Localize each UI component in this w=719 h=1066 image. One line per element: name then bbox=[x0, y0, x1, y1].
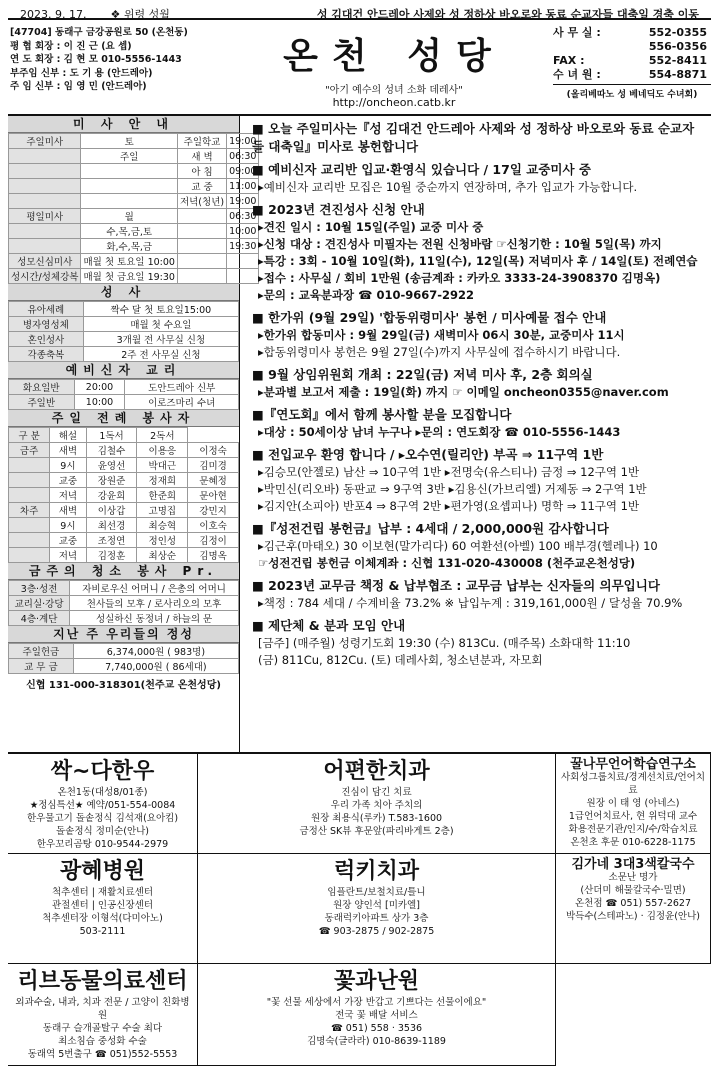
ad-name: 어편한치과 bbox=[323, 759, 430, 784]
servers-cell: 저녁 bbox=[50, 488, 86, 503]
ad-line: 관절센터 | 인공신장센터 bbox=[51, 900, 153, 911]
mass-cell: 화,수,목,금 bbox=[81, 239, 178, 254]
ad-box bbox=[8, 854, 198, 964]
mass-cell: 19:00 bbox=[227, 134, 259, 149]
ad-box bbox=[556, 754, 711, 854]
servers-cell: 조정연 bbox=[86, 533, 137, 548]
servers-row bbox=[9, 533, 239, 548]
servers-cell: 교중 bbox=[50, 473, 86, 488]
catechumen-row bbox=[9, 395, 239, 410]
notice-line: ▸예비신자 교리반 모집은 10월 중순까지 연장하며, 추가 입교가 가능합니다. bbox=[258, 180, 638, 194]
servers-cell: 2독서 bbox=[137, 428, 188, 443]
ad-box bbox=[8, 964, 198, 1066]
notice-line: ▸김지안(소피아) 반포4 ⇒ 8구역 2반 ▸편가영(요셉피나) 명학 ⇒ 11구역 1반 bbox=[258, 499, 640, 513]
ad-line: 동래구 슬개골탈구 수술 최다 bbox=[42, 1023, 163, 1034]
mass-cell: 새 벽 bbox=[177, 149, 226, 164]
notice-line: ▸책정 : 784 세대 / 수계비율 73.2% ※ 납입누계 : 319,161,000원 / 달성율 70.9% bbox=[258, 596, 683, 610]
contact-value: 552-0355 bbox=[648, 26, 707, 39]
mass-cell: 월 bbox=[81, 209, 178, 224]
ad-line: 최소침습 중성화 수술 bbox=[58, 1036, 147, 1047]
ad-line: 박득수(스테파노) · 김정윤(안나) bbox=[565, 911, 700, 922]
sacrament-cell: 매월 첫 수요일 bbox=[83, 317, 238, 332]
notice-line: ☞성전건립 봉헌금 이체계좌 : 신협 131-020-430008 (천주교온천성당) bbox=[258, 556, 636, 570]
ad-line: 전국 꽃 배달 서비스 bbox=[335, 1010, 418, 1021]
servers-cell: 윤영선 bbox=[86, 458, 137, 473]
servers-cell: 새벽 bbox=[50, 503, 86, 518]
mass-row bbox=[9, 194, 259, 209]
mass-cell bbox=[9, 149, 81, 164]
notice-heading: ■ 전입교우 환영 합니다 / ▸오수연(릴리안) 부곡 ⇒ 11구역 1반 bbox=[252, 447, 604, 462]
mass-cell: 토 bbox=[81, 134, 178, 149]
sacrament-cell: 혼인성사 bbox=[9, 332, 84, 347]
feast-title: 성 김대건 안드레아 사제와 성 정하상 바오로와 동료 순교자들 대축일 경축 이동 bbox=[316, 8, 699, 21]
notice bbox=[252, 201, 705, 304]
notice-line: ▸특강 : 3회 - 10월 10일(화), 11일(수), 12일(목) 저녁미사 후 / 14일(토) 전례연습 bbox=[258, 254, 698, 268]
mass-cell bbox=[177, 224, 226, 239]
liturgical-season: ❖ 위령 성월 bbox=[110, 8, 170, 21]
cleaning-cell: 교리실·강당 bbox=[9, 596, 70, 611]
mass-cell bbox=[81, 179, 178, 194]
ad-name: 싹~다한우 bbox=[50, 759, 155, 784]
mass-cell bbox=[9, 179, 81, 194]
mass-cell bbox=[9, 239, 81, 254]
ad-line: 우리 가족 치아 주치의 bbox=[330, 800, 423, 811]
sisters-name: (올리베따노 성 베네딕도 수녀회) bbox=[553, 84, 711, 100]
servers-cell bbox=[9, 518, 50, 533]
notice-heading: ■『성전건립 봉헌금』납부 : 4세대 / 2,000,000원 감사합니다 bbox=[252, 521, 609, 536]
servers-cell: 박대근 bbox=[137, 458, 188, 473]
notice bbox=[252, 309, 705, 361]
ad-line: 원장 양인석 [미카엘] bbox=[333, 900, 420, 911]
ad-line: 503-2111 bbox=[79, 926, 126, 937]
parish-info-line: 연 도 회장 : 김 현 모 010-5556-1443 bbox=[10, 54, 182, 65]
servers-table bbox=[8, 427, 239, 563]
servers-cell: 한준희 bbox=[137, 488, 188, 503]
parish-motto: "아기 예수의 성녀 소화 데레사" bbox=[325, 85, 463, 96]
contact-row bbox=[553, 68, 711, 82]
mass-cell: 평일미사 bbox=[9, 209, 81, 224]
catechumen-heading: 예비신자 교리 bbox=[8, 362, 239, 379]
servers-cell: 이상갑 bbox=[86, 503, 137, 518]
offering-heading: 지난 주 우리들의 정성 bbox=[8, 626, 239, 643]
notice-line: ▸대상 : 50세이상 남녀 누구나 ▸문의 : 연도회장 ☎ 010-5556-1443 bbox=[258, 425, 621, 439]
mass-row bbox=[9, 239, 259, 254]
ad-name: 광혜병원 bbox=[59, 859, 145, 884]
notice bbox=[252, 617, 705, 669]
parish-name: 온천 성당 bbox=[283, 36, 505, 77]
mass-cell: 매월 첫 토요일 10:00 bbox=[81, 254, 178, 269]
contact-value: 552-8411 bbox=[648, 54, 707, 67]
servers-cell: 김미경 bbox=[188, 458, 239, 473]
sacrament-cell: 병자영성체 bbox=[9, 317, 84, 332]
notice bbox=[252, 406, 705, 441]
contact-info bbox=[553, 24, 711, 114]
mass-schedule-table bbox=[8, 133, 259, 284]
mass-cell: 11:00 bbox=[227, 179, 259, 194]
servers-cell: 문아현 bbox=[188, 488, 239, 503]
servers-cell: 새벽 bbox=[50, 443, 86, 458]
catechumen-row bbox=[9, 380, 239, 395]
servers-cell: 구 분 bbox=[9, 428, 50, 443]
servers-heading: 주일 전례 봉사자 bbox=[8, 410, 239, 427]
notice-line: ▸신청 대상 : 견진성사 미필자는 전원 신청바람 ☞신청기한 : 10월 5일(목) 까지 bbox=[258, 237, 662, 251]
mass-cell bbox=[81, 164, 178, 179]
catechumen-cell: 20:00 bbox=[74, 380, 125, 395]
mass-cell: 19:30 bbox=[227, 239, 259, 254]
ad-line: 금정산 SK뷰 후문앞(파리바게트 2층) bbox=[299, 826, 454, 837]
ad-name: 럭키치과 bbox=[333, 859, 419, 884]
ad-line: 화용전문기관/인지/수/학습치료 bbox=[568, 824, 698, 835]
sacrament-cell: 유아세례 bbox=[9, 302, 84, 317]
contact-label: 수 녀 원 : bbox=[553, 68, 601, 81]
ad-line: "꽃 선물 세상에서 가장 반갑고 기쁘다는 선물이에요" bbox=[266, 997, 487, 1008]
notice-heading: ■ 2023년 견진성사 신청 안내 bbox=[252, 202, 425, 217]
ad-line: ☎ 051) 558 · 3536 bbox=[330, 1023, 423, 1034]
servers-cell: 정재희 bbox=[137, 473, 188, 488]
ad-line: 진심이 담긴 치료 bbox=[341, 787, 412, 798]
ad-line: (산더미 해물칼국수·밀면) bbox=[580, 885, 686, 896]
servers-cell: 1독서 bbox=[86, 428, 137, 443]
servers-cell bbox=[9, 473, 50, 488]
ad-line: 원장 최용식(루카) T.583-1600 bbox=[310, 813, 443, 824]
catechumen-cell: 주일반 bbox=[9, 395, 75, 410]
cleaning-cell: 자비로우신 어머니 / 은총의 어머니 bbox=[70, 581, 239, 596]
offering-table bbox=[8, 643, 239, 674]
notice-heading: ■ 2023년 교무금 책정 & 납부협조 : 교무금 납부는 신자들의 의무입니다 bbox=[252, 578, 660, 593]
servers-cell bbox=[9, 548, 50, 563]
sacrament-cell: 각종축복 bbox=[9, 347, 84, 362]
ad-line: 소문난 명가 bbox=[608, 872, 658, 883]
offering-row bbox=[9, 659, 239, 674]
ad-line: 한우물고기 돌솥정식 김석재(요아킴) bbox=[26, 813, 179, 824]
cleaning-cell: 4층·계단 bbox=[9, 611, 70, 626]
servers-cell: 강윤희 bbox=[86, 488, 137, 503]
parish-url[interactable]: http://oncheon.catb.kr bbox=[332, 96, 456, 109]
notice-line: ▸견진 일시 : 10월 15일(주일) 교중 미사 중 bbox=[258, 220, 484, 234]
servers-cell: 고명집 bbox=[137, 503, 188, 518]
mass-cell bbox=[177, 239, 226, 254]
ad-line: ★정심특선★ 예약/051-554-0084 bbox=[29, 800, 176, 811]
notice-line: ▸분과별 보고서 제출 : 19일(화) 까지 ☞ 이메일 oncheon0355@naver.com bbox=[258, 385, 669, 399]
notice-line: [금주] (매주월) 성령기도회 19:30 (수) 813Cu. (매주목) 소화대학 11:10 bbox=[258, 636, 631, 650]
ad-line: 사회성그룹치료/경계선치료/언어치료 bbox=[560, 772, 706, 796]
mass-cell bbox=[177, 269, 226, 284]
mass-cell bbox=[81, 194, 178, 209]
notice bbox=[252, 446, 705, 515]
servers-row bbox=[9, 503, 239, 518]
notice-heading: ■ 오늘 주일미사는『성 김대건 안드레아 사제와 성 정하상 바오로와 동료 순교자들 대축일』미사로 봉헌합니다 bbox=[252, 121, 695, 154]
ad-line: 온천1동(대성8/01종) bbox=[57, 787, 148, 798]
servers-cell: 김철수 bbox=[86, 443, 137, 458]
mass-cell: 06:30 bbox=[227, 149, 259, 164]
parish-title bbox=[235, 28, 553, 79]
servers-row bbox=[9, 458, 239, 473]
mass-cell: 아 침 bbox=[177, 164, 226, 179]
ad-name: 꽃과난원 bbox=[333, 969, 419, 994]
servers-cell: 강민지 bbox=[188, 503, 239, 518]
servers-cell bbox=[9, 488, 50, 503]
contact-value: 556-0356 bbox=[648, 40, 707, 53]
servers-cell: 김정이 bbox=[188, 533, 239, 548]
notice-line: ▸김승모(안젤로) 남산 ⇒ 10구역 1반 ▸전명숙(유스티나) 금정 ⇒ 12구역 1반 bbox=[258, 465, 640, 479]
offering-row bbox=[9, 644, 239, 659]
mass-row bbox=[9, 179, 259, 194]
ad-line: 동래역 5번출구 ☎ 051)552-5553 bbox=[27, 1049, 178, 1060]
notice-heading: ■ 한가위 (9월 29일) '합동위령미사' 봉헌 / 미사예물 접수 안내 bbox=[252, 310, 607, 325]
cleaning-heading: 금주의 청소 봉사 Pr. bbox=[8, 563, 239, 580]
mass-cell: 성모신심미사 bbox=[9, 254, 81, 269]
servers-cell: 장원준 bbox=[86, 473, 137, 488]
mass-schedule-heading: 미 사 안 내 bbox=[8, 116, 239, 133]
notice-heading: ■ 예비신자 교리반 입교·환영식 있습니다 / 17일 교중미사 중 bbox=[252, 162, 591, 177]
ad-line: 척추센터장 이형석(다미아노) bbox=[42, 913, 163, 924]
parish-info bbox=[8, 24, 235, 114]
ad-box bbox=[556, 854, 711, 964]
notice-line: ▸박민신(리오바) 동판교 ⇒ 9구역 3반 ▸김용신(가브리엘) 거제동 ⇒ 2구역 1반 bbox=[258, 482, 647, 496]
cleaning-cell: 3층·성전 bbox=[9, 581, 70, 596]
ad-line: 한우꼬리곰탕 010-9544-2979 bbox=[36, 839, 169, 850]
cleaning-cell: 천사들의 모후 / 로사리오의 모후 bbox=[70, 596, 239, 611]
notice bbox=[252, 120, 705, 156]
sacrament-row bbox=[9, 302, 239, 317]
ad-box bbox=[198, 964, 556, 1066]
mass-cell bbox=[177, 254, 226, 269]
servers-row bbox=[9, 548, 239, 563]
sacrament-cell: 3개월 전 사무실 신청 bbox=[83, 332, 238, 347]
ad-line: 척추센터 | 재활치료센터 bbox=[51, 887, 153, 898]
servers-cell: 9시 bbox=[50, 518, 86, 533]
servers-cell: 해설 bbox=[50, 428, 86, 443]
parish-info-line: 주 임 신부 : 임 영 민 (안드레아) bbox=[10, 81, 147, 92]
notice-line: (금) 811Cu, 812Cu. (토) 데레사회, 청소년분과, 자모회 bbox=[258, 653, 543, 667]
contact-row bbox=[553, 40, 711, 54]
mass-row bbox=[9, 254, 259, 269]
servers-cell: 최선경 bbox=[86, 518, 137, 533]
mass-cell bbox=[9, 194, 81, 209]
mass-cell: 주일미사 bbox=[9, 134, 81, 149]
sacrament-row bbox=[9, 332, 239, 347]
notice-line: ▸한가위 합동미사 : 9월 29일(금) 새벽미사 06시 30분, 교중미사 11시 bbox=[258, 328, 625, 342]
mass-cell: 19:00 bbox=[227, 194, 259, 209]
mass-cell bbox=[9, 164, 81, 179]
catechumen-cell: 도안드레아 신부 bbox=[125, 380, 239, 395]
sacrament-cell: 짝수 달 첫 토요일15:00 bbox=[83, 302, 238, 317]
notice-line: ▸김근후(마태오) 30 이보현(말가리다) 60 여환선(아벨) 100 배부경(헬레나) 10 bbox=[258, 539, 658, 553]
contact-row bbox=[553, 54, 711, 68]
ad-line: 온천초 후문 010-6228-1175 bbox=[570, 837, 696, 848]
contact-label: FAX : bbox=[553, 54, 585, 67]
sacrament-row bbox=[9, 317, 239, 332]
servers-cell: 저녁 bbox=[50, 548, 86, 563]
servers-cell: 이용응 bbox=[137, 443, 188, 458]
ad-name: 김가네 3대3색칼국수 bbox=[571, 857, 695, 872]
mass-cell: 성시간/성체강복 bbox=[9, 269, 81, 284]
servers-row bbox=[9, 488, 239, 503]
parish-info-line: 부주임 신부 : 도 기 용 (안드레아) bbox=[10, 67, 153, 79]
ad-name: 리브동물의료센터 bbox=[17, 969, 188, 994]
servers-cell: 최승혁 bbox=[137, 518, 188, 533]
cleaning-row bbox=[9, 581, 239, 596]
parish-header bbox=[8, 24, 711, 116]
mass-row bbox=[9, 134, 259, 149]
mass-cell: 10:00 bbox=[227, 224, 259, 239]
servers-cell: 이호숙 bbox=[188, 518, 239, 533]
notice bbox=[252, 161, 705, 196]
notice-heading: ■ 9월 상임위원회 개최 : 22일(금) 저녁 미사 후, 2층 회의실 bbox=[252, 367, 593, 382]
notice-line: ▸접수 : 사무실 / 회비 1만원 (송금계좌 : 카카오 3333-24-3908370 김명옥) bbox=[258, 271, 661, 285]
ad-line: 돌솥정식 정미순(안나) bbox=[55, 826, 150, 837]
notice-heading: ■『연도회』에서 함께 봉사할 분을 모집합니다 bbox=[252, 407, 512, 422]
bulletin-page bbox=[8, 6, 711, 1060]
catechumen-cell: 이로즈마리 수녀 bbox=[125, 395, 239, 410]
ad-box bbox=[198, 854, 556, 964]
notice bbox=[252, 577, 705, 612]
servers-row bbox=[9, 428, 239, 443]
left-column bbox=[8, 116, 257, 752]
bulletin-date: 2023. 9. 17. bbox=[20, 8, 87, 21]
servers-cell: 9시 bbox=[50, 458, 86, 473]
contact-value: 554-8871 bbox=[648, 68, 707, 81]
mass-cell bbox=[9, 224, 81, 239]
parish-info-line: [47704] 동래구 금강공원로 50 (온천동) bbox=[10, 27, 188, 38]
servers-cell: 최상순 bbox=[137, 548, 188, 563]
ad-box bbox=[198, 754, 556, 854]
mass-cell bbox=[177, 209, 226, 224]
notice-line: ▸문의 : 교육분과장 ☎ 010-9667-2922 bbox=[258, 288, 475, 302]
servers-cell bbox=[9, 458, 50, 473]
mass-row bbox=[9, 224, 259, 239]
ad-line: 김명숙(글라라) 010-8639-1189 bbox=[307, 1036, 446, 1047]
offering-cell: 7,740,000원 ( 86세대) bbox=[73, 659, 238, 674]
mass-cell: 주일학교 bbox=[177, 134, 226, 149]
mass-row bbox=[9, 269, 259, 284]
parish-info-line: 평 협 회장 : 이 진 근 (요 셉) bbox=[10, 40, 132, 52]
ad-line: 외과수술, 내과, 치과 전문 / 고양이 친화병원 bbox=[15, 997, 190, 1021]
mass-cell: 저녁(청년) bbox=[177, 194, 226, 209]
servers-row bbox=[9, 518, 239, 533]
offering-cell: 6,374,000원 ( 983명) bbox=[73, 644, 238, 659]
servers-cell: 차주 bbox=[9, 503, 50, 518]
cleaning-row bbox=[9, 596, 239, 611]
notice bbox=[252, 520, 705, 572]
mass-cell: 06:30 bbox=[227, 209, 259, 224]
ad-name: 꿀나무언어학습연구소 bbox=[570, 757, 696, 772]
ad-line: 동래럭키아파트 상가 3층 bbox=[324, 913, 429, 924]
sacrament-table bbox=[8, 301, 239, 362]
contact-row bbox=[553, 26, 711, 40]
servers-cell: 교중 bbox=[50, 533, 86, 548]
mass-cell: 매월 첫 금요일 19:30 bbox=[81, 269, 178, 284]
servers-cell: 금주 bbox=[9, 443, 50, 458]
contact-label: 사 무 실 : bbox=[553, 26, 601, 39]
ads-section bbox=[8, 754, 711, 1060]
mass-cell: 09:00 bbox=[227, 164, 259, 179]
ad-line: 온천점 ☎ 051) 557-2627 bbox=[575, 898, 691, 909]
mass-row bbox=[9, 164, 259, 179]
servers-cell bbox=[9, 533, 50, 548]
servers-cell: 문혜정 bbox=[188, 473, 239, 488]
ad-line: 임플란트/보철치료/틀니 bbox=[327, 887, 426, 898]
catechumen-cell: 화요일반 bbox=[9, 380, 75, 395]
ad-line: 원장 이 태 영 (아네스) bbox=[586, 798, 680, 809]
ad-line: ☎ 903-2875 / 902-2875 bbox=[318, 926, 435, 937]
notice bbox=[252, 366, 705, 401]
servers-cell: 정인성 bbox=[137, 533, 188, 548]
offering-cell: 주일헌금 bbox=[9, 644, 74, 659]
sacrament-row bbox=[9, 347, 239, 362]
servers-cell: 김명옥 bbox=[188, 548, 239, 563]
sacrament-heading: 성 사 bbox=[8, 284, 239, 301]
notice-heading: ■ 제단체 & 분과 모임 안내 bbox=[252, 618, 406, 633]
notice-line: ▸합동위령미사 봉헌은 9월 27일(수)까지 사무실에 접수하시기 바랍니다. bbox=[258, 345, 621, 359]
offering-account: 신협 131-000-318301(천주교 온천성당) bbox=[26, 680, 221, 691]
cleaning-cell: 성실하신 동정녀 / 하늘의 문 bbox=[70, 611, 239, 626]
top-bar bbox=[8, 6, 711, 20]
cleaning-row bbox=[9, 611, 239, 626]
ad-box bbox=[8, 754, 198, 854]
servers-row bbox=[9, 473, 239, 488]
catechumen-cell: 10:00 bbox=[74, 395, 125, 410]
cleaning-table bbox=[8, 580, 239, 626]
parish-title-block bbox=[235, 24, 553, 114]
servers-cell: 이정숙 bbox=[188, 443, 239, 458]
catechumen-table bbox=[8, 379, 239, 410]
mass-cell: 수,목,금,토 bbox=[81, 224, 178, 239]
servers-cell: 김정훈 bbox=[86, 548, 137, 563]
ad-line: 1급언어치료사, 현 위덕대 교수 bbox=[568, 811, 698, 822]
servers-row bbox=[9, 443, 239, 458]
offering-cell: 교 무 금 bbox=[9, 659, 74, 674]
mass-cell: 주일 bbox=[81, 149, 178, 164]
mass-cell: 교 중 bbox=[177, 179, 226, 194]
mass-row bbox=[9, 149, 259, 164]
mass-row bbox=[9, 209, 259, 224]
notices-column bbox=[240, 116, 711, 752]
sacrament-cell: 2주 전 사무실 신청 bbox=[83, 347, 238, 362]
